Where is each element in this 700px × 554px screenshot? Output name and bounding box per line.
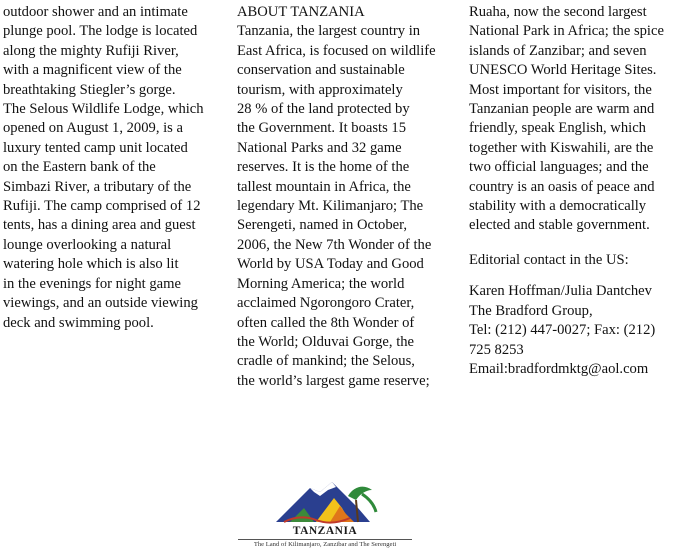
column-1-line: in the evenings for night game	[3, 275, 181, 292]
column-2-line: 28 % of the land protected by	[237, 101, 410, 118]
column-1	[3, 3, 223, 333]
column-2-line: tourism, with approximately	[237, 81, 403, 98]
column-2-line: the World; Olduvai Gorge, the	[237, 333, 415, 350]
column-2-line: the Government. It boasts 15	[237, 120, 407, 137]
column-2-line: Tanzania, the largest country in	[237, 23, 421, 40]
column-2-line: reserves. It is the home of the	[237, 159, 410, 176]
column-3-line: elected and stable government.	[469, 217, 650, 234]
column-2-line: legendary Mt. Kilimanjaro; The	[237, 198, 424, 215]
column-3-line: Ruaha, now the second largest	[469, 4, 647, 20]
logo-divider	[238, 539, 412, 540]
column-2-line: cradle of mankind; the Selous,	[237, 353, 415, 370]
column-2-line: conservation and sustainable	[237, 62, 405, 79]
contact-heading: Editorial contact in the US:	[469, 251, 629, 268]
contact-line: Tel: (212) 447-0027; Fax: (212)	[469, 322, 656, 339]
column-3-line: UNESCO World Heritage Sites.	[469, 62, 657, 79]
column-1-line: Simbazi River, a tributary of the	[3, 178, 192, 195]
column-2	[237, 3, 457, 391]
logo-title: TANZANIA	[292, 525, 358, 537]
contact-line: 725 8253	[469, 341, 524, 358]
contact-block	[469, 282, 697, 379]
column-1-line: lounge overlooking a natural	[3, 236, 172, 253]
column-1-line: tents, has a dining area and guest	[3, 217, 196, 234]
column-1-line: The Selous Wildlife Lodge, which	[3, 101, 204, 118]
column-1-line: viewings, and an outside viewing	[3, 295, 198, 312]
column-1-line: with a magnificent view of the	[3, 62, 182, 79]
tanzania-logo	[230, 478, 420, 554]
column-1-line: outdoor shower and an intimate	[3, 4, 188, 20]
column-2-line: East Africa, is focused on wildlife	[237, 42, 436, 59]
column-2-line: World by USA Today and Good	[237, 256, 424, 273]
column-3-line: country is an oasis of peace and	[469, 178, 655, 195]
column-1-line: plunge pool. The lodge is located	[3, 23, 198, 40]
column-3-line: two official languages; and the	[469, 159, 649, 176]
column-1-line: luxury tented camp unit located	[3, 139, 188, 156]
column-2-line: acclaimed Ngorongoro Crater,	[237, 295, 415, 312]
column-1-line: deck and swimming pool.	[3, 314, 154, 331]
column-3	[469, 3, 697, 379]
column-3-line: National Park in Africa; the spice	[469, 23, 664, 40]
contact-line: Karen Hoffman/Julia Dantchev	[469, 283, 652, 300]
logo-tagline: The Land of Kilimanjaro, Zanzibar and The Serengeti	[253, 541, 397, 548]
column-2-line: often called the 8th Wonder of	[237, 314, 415, 331]
column-3-line: Tanzanian people are warm and	[469, 101, 655, 118]
column-1-line: on the Eastern bank of the	[3, 159, 156, 176]
column-3-line: Most important for visitors, the	[469, 81, 652, 98]
column-1-line: Rufiji. The camp comprised of 12	[3, 198, 201, 215]
column-3-line: stability with a democratically	[469, 198, 647, 215]
column-2-line: 2006, the New 7th Wonder of the	[237, 236, 432, 253]
kilimanjaro-logo-icon	[270, 478, 380, 526]
column-2-line: tallest mountain in Africa, the	[237, 178, 411, 195]
column-2-line: ABOUT TANZANIA	[237, 4, 365, 20]
column-3-line: friendly, speak English, which	[469, 120, 646, 137]
column-1-line: breathtaking Stiegler’s gorge.	[3, 81, 176, 98]
column-2-line: the world’s largest game reserve;	[237, 372, 430, 389]
contact-line: Email:bradfordmktg@aol.com	[469, 360, 649, 377]
column-2-line: Serengeti, named in October,	[237, 217, 408, 234]
column-3-line: together with Kiswahili, are the	[469, 139, 654, 156]
contact-line: The Bradford Group,	[469, 302, 593, 319]
column-2-line: Morning America; the world	[237, 275, 405, 292]
column-1-line: watering hole which is also lit	[3, 256, 179, 273]
column-3-line: islands of Zanzibar; and seven	[469, 42, 647, 59]
column-1-line: opened on August 1, 2009, is a	[3, 120, 183, 137]
column-2-line: National Parks and 32 game	[237, 139, 402, 156]
column-3-body	[469, 3, 697, 236]
column-1-line: along the mighty Rufiji River,	[3, 42, 179, 59]
